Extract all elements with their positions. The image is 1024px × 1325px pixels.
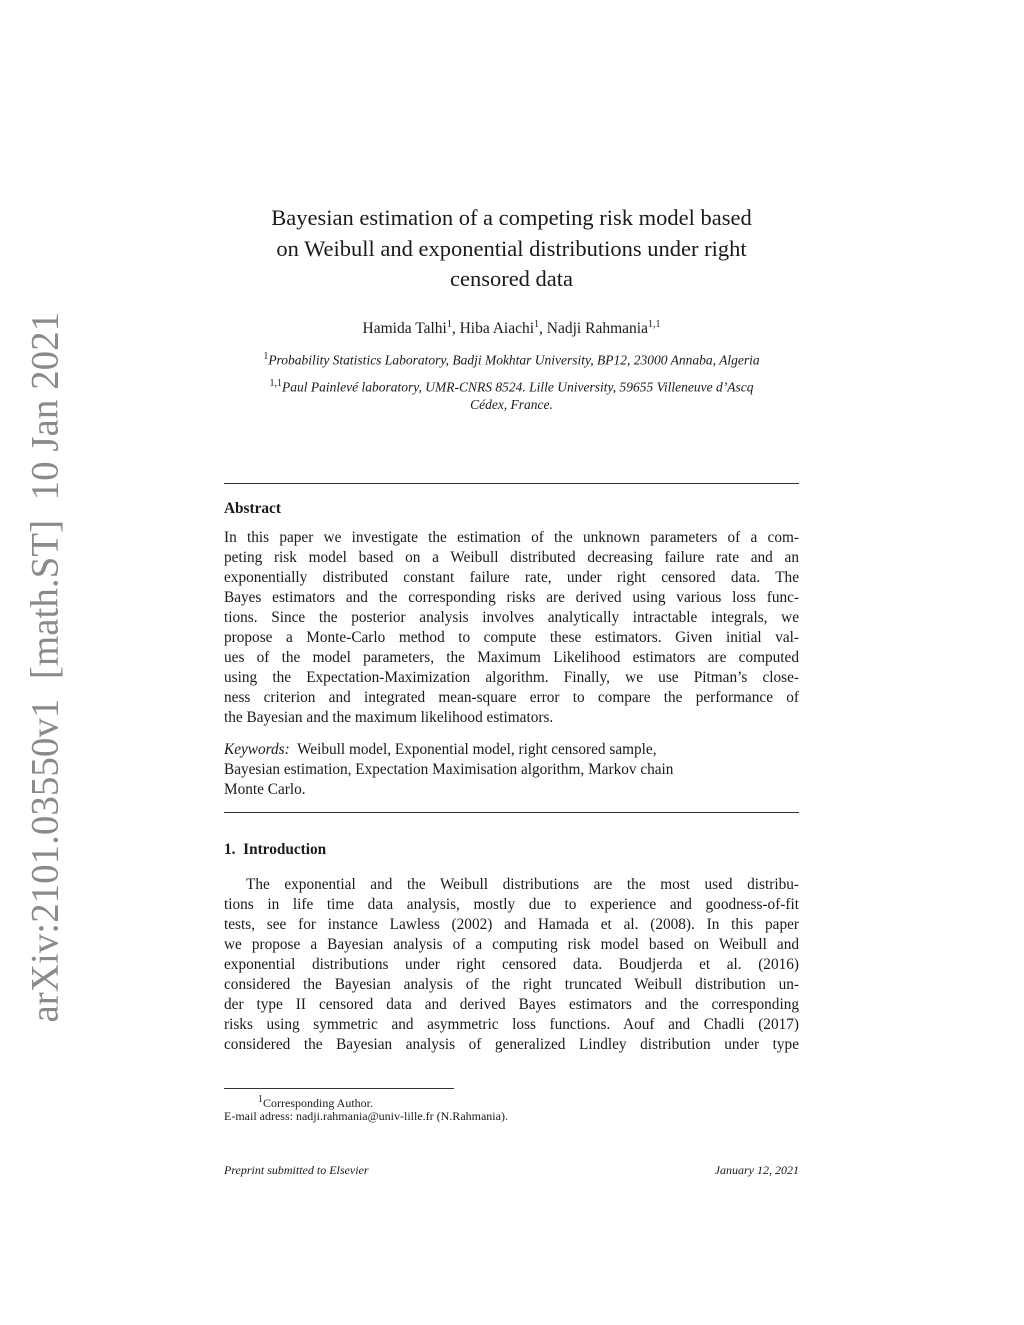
author-name: Hamida Talhi [362,320,447,338]
affiliation-text: Probability Statistics Laboratory, Badji Mokhtar University, BP12, 23000 Annaba, Algeria [268,352,760,368]
text-line: Weibull model, Exponential model, right censored sample, [297,741,657,758]
author-sup: 1 [534,319,540,330]
divider [224,483,799,484]
text-line: considered the Bayesian analysis of generalized Lindley distribution under type [224,1036,799,1053]
author-sup: 1,1 [647,319,661,330]
keywords-label: Keywords: [224,741,290,758]
footnote-text: Corresponding Author. [263,1096,373,1110]
affiliation [214,375,809,413]
text-line: ness criterion and integrated mean-square error to compare the performance of [224,689,799,706]
footnote-email: E-mail adress: nadji.rahmania@univ-lille.fr (N.Rahmania). [224,1109,508,1123]
footnote-rule [224,1088,454,1089]
text-line: risks using symmetric and asymmetric loss functions. Aouf and Chadli (2017) [224,1016,799,1033]
footer-date: January 12, 2021 [714,1163,799,1177]
text-line: exponentially distributed constant failure rate, under right censored data. The [224,569,799,586]
text-line: tions. Since the posterior analysis involves analytically intractable integrals, we [224,609,799,626]
text-line: peting risk model based on a Weibull distributed decreasing failure rate and an [224,549,799,566]
text-line: using the Expectation-Maximization algorithm. Finally, we use Pitman’s close- [224,669,799,686]
section-heading: 1. Introduction [224,841,327,858]
text-line: considered the Bayesian analysis of the right truncated Weibull distribution un- [224,976,799,993]
text-line: The exponential and the Weibull distributions are the most used distribu- [246,876,799,893]
divider [224,812,799,813]
text-line: tests, see for instance Lawless (2002) and Hamada et al. (2008). In this paper [224,916,799,933]
arxiv-identifier: arXiv:2101.03550v1 [math.ST] 10 Jan 2021 [23,311,67,1023]
keywords [224,740,799,800]
text-line: exponential distributions under right censored data. Boudjerda et al. (2016) [224,956,799,973]
title-line: censored data [449,266,574,291]
affiliation-text: Cédex, France. [470,396,553,412]
text-line: Monte Carlo. [224,781,306,798]
text-line: Bayesian estimation, Expectation Maximisation algorithm, Markov chain [224,761,674,778]
footnote-sup: 1 [258,1094,263,1105]
affiliation-text: Paul Painlevé laboratory, UMR-CNRS 8524. Lille University, 59655 Villeneuve d’Ascq [282,379,754,395]
affiliation-sup: 1 [263,351,269,362]
author-sup: 1 [446,319,452,330]
text-line: Bayes estimators and the corresponding risks are derived using various loss func- [224,589,799,606]
paper-title [224,203,799,295]
affiliation [214,348,809,369]
author-list: Hamida Talhi$^1$, Hiba Aiachi$^1$, Nadji Rahmania$^{1,1}$ [362,319,661,338]
footer-left: Preprint submitted to Elsevier [224,1163,369,1177]
text-line: the Bayesian and the maximum likelihood estimators. [224,709,554,726]
text-line: ues of the model parameters, the Maximum Likelihood estimators are computed [224,649,799,666]
text-line: der type II censored data and derived Bayes estimators and the corresponding [224,996,799,1013]
author-name: Hiba Aiachi [459,320,535,338]
text-line: In this paper we investigate the estimation of the unknown parameters of a com- [224,529,799,546]
author-name: Nadji Rahmania [546,320,648,338]
text-line: we propose a Bayesian analysis of a computing risk model based on Weibull and [224,936,799,953]
intro-body [224,875,799,1055]
affiliation-sup: 1,1 [269,378,283,389]
title-line: on Weibull and exponential distributions under right [276,235,747,261]
abstract-body [224,528,799,728]
text-line: tions in life time data analysis, mostly due to experience and goodness-of-fit [224,896,799,913]
title-line: Bayesian estimation of a competing risk model based [271,205,752,230]
abstract-heading: Abstract [224,500,281,517]
text-line: propose a Monte-Carlo method to compute these estimators. Given initial val- [224,629,799,646]
